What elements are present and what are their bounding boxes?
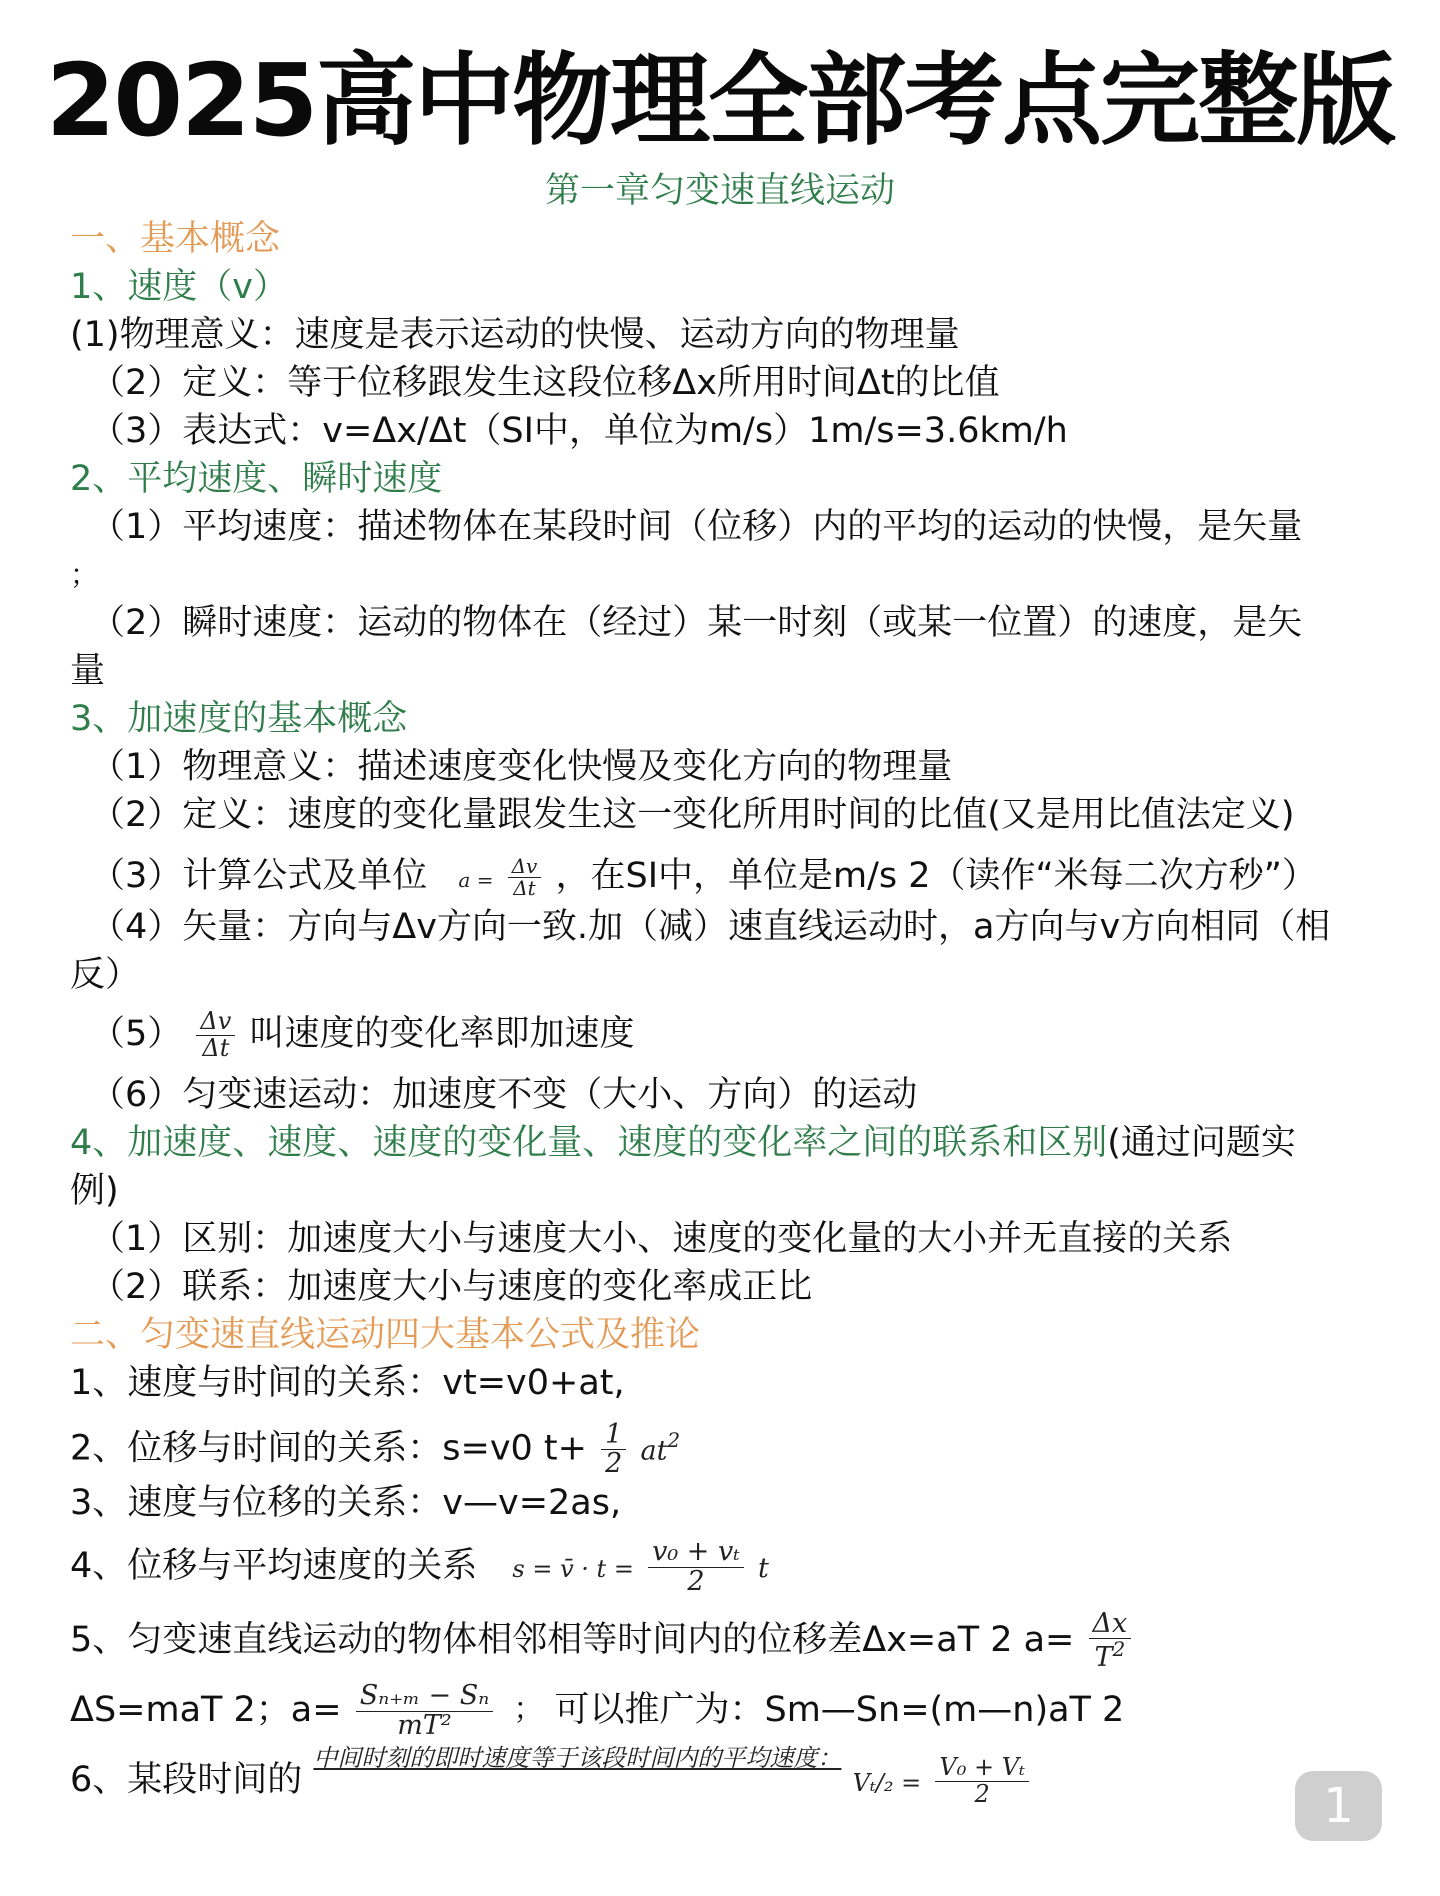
formula-exponent: 2: [667, 1428, 681, 1452]
text-line: （1）区别：加速度大小与速度大小、速度的变化量的大小并无直接的关系: [90, 1219, 1233, 1259]
text-line: （6）匀变速运动：加速度不变（大小、方向）的运动: [90, 1075, 918, 1115]
formula-numerator: Δv: [196, 1009, 235, 1035]
formula-v-half: Vₜ/₂ =: [852, 1769, 922, 1797]
text-line-formula: [90, 996, 634, 1072]
formula-line: 1、速度与时间的关系：vt=v0+at,: [70, 1363, 625, 1403]
formula-fraction-V0-Vt: [935, 1755, 1029, 1806]
formula-fraction-dx-T2: [1089, 1607, 1132, 1673]
text-span: 可以推广为：Sm—Sn=(m—n)aT 2: [554, 1690, 1125, 1730]
formula-t: t: [758, 1553, 769, 1584]
formula-denominator: 2: [974, 1779, 990, 1808]
text-line: （1）物理意义：描述速度变化快慢及变化方向的物理量: [90, 747, 953, 787]
text-span: ，在SI中，单位是m/s 2（读作“米每二次方秒”）: [555, 856, 1317, 896]
topic-heading-average-velocity: 2、平均速度、瞬时速度: [70, 459, 443, 499]
topic-heading-relation: [70, 1118, 1296, 1168]
formula-a: a =: [458, 868, 494, 892]
formula-denominator: 2: [687, 1565, 705, 1597]
topic-heading-acceleration: 3、加速度的基本概念: [70, 699, 408, 739]
section-heading-2: 二、匀变速直线运动四大基本公式及推论: [70, 1315, 701, 1355]
formula-semicolon: ；: [513, 1692, 544, 1727]
text-span: 5、匀变速直线运动的物体相邻相等时间内的位移差Δx=aT 2 a=: [70, 1620, 1075, 1660]
chapter-title: 第一章匀变速直线运动: [544, 171, 895, 211]
formula-denominator: 2: [605, 1448, 623, 1480]
formula-numerator: Sₙ₊ₘ − Sₙ: [356, 1682, 493, 1711]
formula-fraction-half: [601, 1418, 626, 1480]
page-title: 2025高中物理全部考点完整版: [45, 42, 1395, 159]
formula-line: [70, 1400, 680, 1480]
formula-numerator: v₀ + vₜ: [648, 1538, 744, 1567]
text-span: 4、位移与平均速度的关系: [70, 1546, 478, 1586]
text-line: （3）表达式：v=Δx/Δt（SI中，单位为m/s）1m/s=3.6km/h: [90, 411, 1068, 451]
formula-caption: 中间时刻的即时速度等于该段时间内的平均速度：: [313, 1744, 842, 1772]
formula-denominator: Δt: [202, 1033, 230, 1062]
text-span: 2、位移与时间的关系：s=v0 t+: [70, 1428, 587, 1469]
text-line: 量: [70, 651, 106, 691]
formula-denominator: Δt: [513, 875, 536, 900]
text-line: (1)物理意义：速度是表示运动的快慢、运动方向的物理量: [70, 315, 960, 355]
formula-line: [70, 1738, 1032, 1822]
text-line: （2）联系：加速度大小与速度的变化率成正比: [90, 1267, 813, 1307]
text-span: (通过问题实: [1107, 1123, 1296, 1163]
text-line: （1）平均速度：描述物体在某段时间（位移）内的平均的运动的快慢，是矢量: [90, 507, 1303, 547]
text-line: 反）: [70, 955, 141, 995]
text-span: 6、某段时间的: [70, 1760, 303, 1800]
formula-denominator: mT²: [397, 1709, 452, 1741]
section-heading-1: 一、基本概念: [70, 219, 281, 259]
formula-numerator: V₀ + Vₜ: [935, 1755, 1029, 1781]
formula-fraction-sn: [356, 1682, 493, 1740]
text-span: 叫速度的变化率即加速度: [249, 1014, 635, 1054]
text-span: （3）计算公式及单位: [90, 856, 428, 896]
text-span: ΔS=maT 2；a=: [70, 1690, 342, 1730]
formula-line: 3、速度与位移的关系：v—v=2as,: [70, 1483, 622, 1523]
text-span: （5）: [90, 1014, 183, 1054]
text-line: （2）定义：速度的变化量跟发生这一变化所用时间的比值(又是用比值法定义): [90, 795, 1295, 835]
formula-numerator: 1: [601, 1421, 626, 1450]
text-line: 例): [70, 1171, 119, 1211]
formula-T: T: [1094, 1642, 1113, 1673]
topic-heading-text: 4、加速度、速度、速度的变化量、速度的变化率之间的联系和区别: [70, 1123, 1108, 1163]
formula-s-eq: s = v̄ · t =: [512, 1555, 634, 1583]
formula-line: [70, 1524, 769, 1608]
page-number-badge: 1: [1295, 1771, 1382, 1841]
text-line: （2）瞬时速度：运动的物体在（经过）某一时刻（或某一位置）的速度，是矢: [90, 603, 1303, 643]
formula-at-squared: at: [640, 1435, 668, 1467]
formula-numerator: Δx: [1089, 1610, 1132, 1639]
formula-exponent: 2: [1112, 1637, 1126, 1661]
formula-fraction-dv-dt: [196, 1009, 235, 1060]
text-line: （4）矢量：方向与Δv方向一致.加（减）速直线运动时，a方向与v方向相同（相: [90, 907, 1331, 947]
formula-fraction-dv-dt: [508, 853, 542, 900]
topic-heading-velocity: 1、速度（v）: [70, 267, 288, 307]
formula-numerator: Δv: [508, 856, 542, 878]
text-line: （2）定义：等于位移跟发生这段位移Δx所用时间Δt的比值: [90, 363, 1000, 403]
text-line: ；: [70, 558, 99, 591]
formula-fraction-v0-vt: [648, 1538, 744, 1596]
